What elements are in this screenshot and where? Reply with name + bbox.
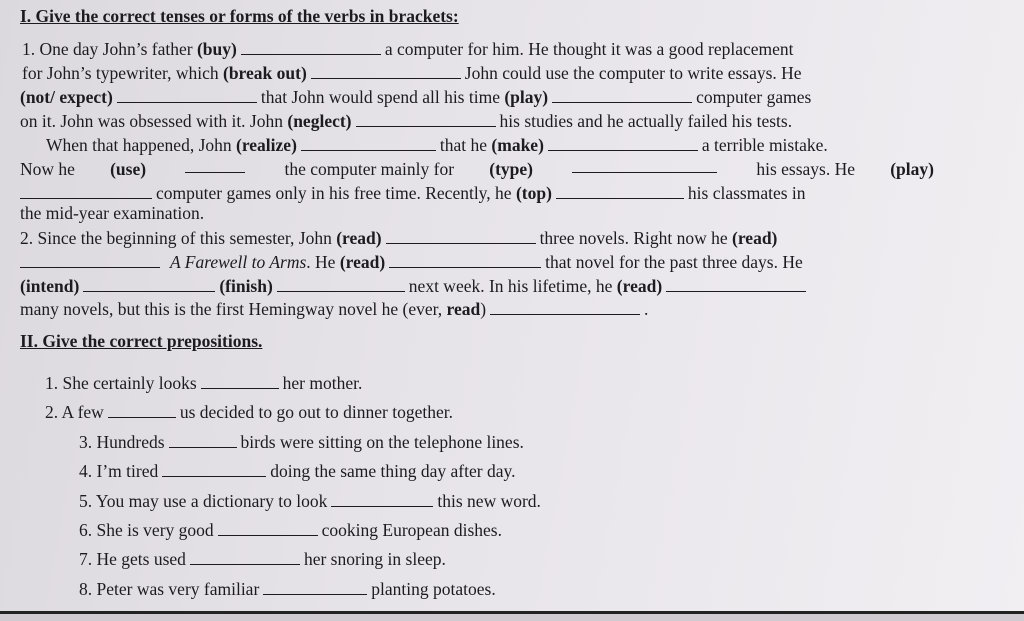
text: 2. Since the beginning of this semester, John: [20, 228, 337, 248]
text: her snoring in sleep.: [303, 549, 446, 569]
preposition-item-1: [45, 372, 362, 394]
text: a terrible mistake.: [701, 135, 828, 155]
exercise-1-line-7: [20, 182, 806, 204]
text: us decided to go out to dinner together.: [179, 402, 453, 422]
preposition-item-2: [45, 401, 453, 423]
exercise-2-line-4: [20, 298, 648, 320]
text: 6. She is very good: [79, 520, 214, 540]
text: three novels. Right now he: [539, 228, 733, 248]
text: 8. Peter was very familiar: [79, 579, 260, 599]
text: a computer for him. He thought it was a good replacement: [384, 39, 794, 59]
text: this new word.: [437, 491, 541, 511]
verb: (use): [110, 159, 147, 179]
text: her mother.: [282, 373, 363, 393]
answer-blank[interactable]: [301, 136, 436, 151]
verb: (buy): [196, 39, 237, 59]
exercise-1-line-6: [20, 158, 934, 180]
section-1-heading: I. Give the correct tenses or forms of the verbs in brackets:: [20, 6, 459, 26]
text: Now he: [20, 159, 75, 179]
verb: (not/ expect): [20, 87, 113, 107]
text: 4. I’m tired: [79, 461, 159, 481]
exercise-2-line-2: [20, 251, 803, 273]
answer-blank[interactable]: [572, 158, 717, 173]
exercise-1-line-5: [46, 134, 828, 156]
text: that he: [439, 135, 492, 155]
exercise-1-line-8: [20, 202, 204, 224]
text: computer games: [696, 87, 812, 107]
verb: (finish): [219, 276, 273, 296]
text: 2. A few: [45, 402, 104, 422]
text: planting potatoes.: [371, 579, 496, 599]
answer-blank[interactable]: [331, 492, 433, 507]
preposition-item-3: [79, 431, 524, 453]
section-2-heading: II. Give the correct prepositions.: [20, 331, 263, 351]
answer-blank[interactable]: [490, 300, 640, 315]
answer-blank[interactable]: [20, 253, 160, 268]
text: that John would spend all his time: [260, 87, 505, 107]
verb: (read): [339, 252, 386, 272]
answer-blank[interactable]: [311, 64, 461, 79]
text: 1. She certainly looks: [45, 373, 197, 393]
text: doing the same thing day after day.: [270, 461, 516, 481]
verb: (read): [732, 228, 778, 248]
text: on it. John was obsessed with it. John: [20, 111, 288, 131]
text: .: [644, 299, 649, 319]
answer-blank[interactable]: [190, 550, 300, 565]
text: his studies and he actually failed his tests.: [499, 111, 793, 131]
text: many novels, but this is the first Hemingway novel he (ever,: [20, 299, 447, 319]
answer-blank[interactable]: [218, 521, 318, 536]
text: John could use the computer to write essays. He: [464, 63, 802, 83]
verb: (make): [491, 135, 544, 155]
text: 5. You may use a dictionary to look: [79, 491, 328, 511]
answer-blank[interactable]: [117, 88, 257, 103]
text: 7. He gets used: [79, 549, 186, 569]
answer-blank[interactable]: [386, 229, 536, 244]
verb: (play): [890, 159, 934, 179]
answer-blank[interactable]: [169, 433, 237, 448]
exercise-2-line-1: [20, 227, 777, 249]
text: ): [480, 299, 487, 319]
preposition-item-7: [79, 548, 446, 570]
text: cooking European dishes.: [321, 520, 502, 540]
text: next week. In his lifetime, he: [408, 276, 617, 296]
text: When that happened, John: [46, 135, 237, 155]
answer-blank[interactable]: [20, 184, 152, 199]
answer-blank[interactable]: [666, 277, 806, 292]
text: that novel for the past three days. He: [545, 252, 803, 272]
text: the computer mainly for: [284, 159, 455, 179]
answer-blank[interactable]: [162, 462, 266, 477]
verb: read: [446, 299, 481, 319]
verb: (neglect): [287, 111, 352, 131]
text: computer games only in his free time. Recently, he: [156, 183, 516, 203]
verb: (top): [515, 183, 552, 203]
answer-blank[interactable]: [277, 277, 405, 292]
verb: (read): [336, 228, 382, 248]
verb: (play): [504, 87, 549, 107]
text: birds were sitting on the telephone lines.: [240, 432, 524, 452]
text: 1. One day John’s father: [22, 39, 197, 59]
preposition-item-5: [79, 490, 541, 512]
text: his classmates in: [687, 183, 806, 203]
text: 3. Hundreds: [79, 432, 165, 452]
answer-blank[interactable]: [185, 158, 245, 173]
answer-blank[interactable]: [83, 277, 215, 292]
exercise-2-line-3: [20, 275, 810, 297]
answer-blank[interactable]: [108, 403, 176, 418]
exercise-1-line-2: [22, 62, 802, 84]
text: his essays. He: [756, 159, 856, 179]
exercise-1-line-3: [20, 86, 811, 108]
preposition-item-6: [79, 519, 502, 541]
page-edge: [0, 614, 1024, 621]
answer-blank[interactable]: [201, 374, 279, 389]
verb: (read): [616, 276, 663, 296]
verb: (realize): [236, 135, 297, 155]
answer-blank[interactable]: [263, 580, 367, 595]
verb: (intend): [20, 276, 80, 296]
text: for John’s typewriter, which: [22, 63, 223, 83]
book-title: A Farewell to Arms: [170, 252, 307, 272]
exercise-1-line-4: [20, 110, 792, 132]
preposition-item-4: [79, 460, 515, 482]
answer-blank[interactable]: [389, 253, 541, 268]
exercise-1-line-1: [22, 38, 794, 60]
text: the mid-year examination.: [20, 203, 205, 223]
answer-blank[interactable]: [556, 184, 684, 199]
answer-blank[interactable]: [241, 40, 381, 55]
answer-blank[interactable]: [356, 112, 496, 127]
answer-blank[interactable]: [552, 88, 692, 103]
text: . He: [306, 252, 340, 272]
answer-blank[interactable]: [548, 136, 698, 151]
verb: (type): [489, 159, 533, 179]
verb: (break out): [223, 63, 307, 83]
preposition-item-8: [79, 578, 496, 600]
